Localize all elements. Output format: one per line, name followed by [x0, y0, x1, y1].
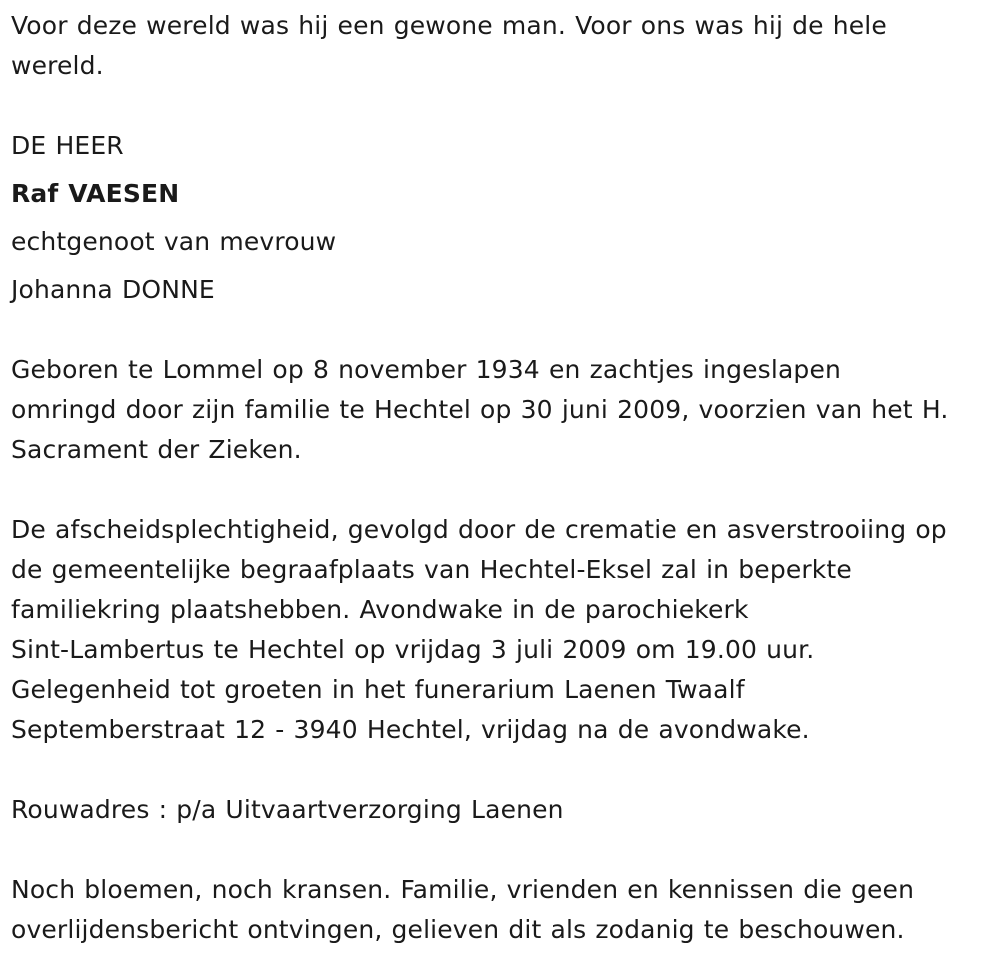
closing-line: Noch bloemen, noch kransen. Familie, vrienden en kennissen die geen: [11, 875, 915, 904]
birth-line: Geboren te Lommel op 8 november 1934 en zachtjes ingeslapen: [11, 355, 841, 384]
spouse-name: Johanna DONNE: [11, 275, 215, 304]
birth-line: omringd door zijn familie te Hechtel op 30 juni 2009, voorzien van het H.: [11, 395, 949, 424]
quote-line: wereld.: [11, 51, 104, 80]
spouse-intro: echtgenoot van mevrouw: [11, 227, 337, 256]
mourning-address: Rouwadres : p/a Uitvaartverzorging Laenen: [11, 795, 564, 824]
closing-paragraph: [11, 870, 914, 950]
closing-line: overlijdensbericht ontvingen, gelieven dit als zodanig te beschouwen.: [11, 915, 905, 944]
ceremony-line: Septemberstraat 12 - 3940 Hechtel, vrijdag na de avondwake.: [11, 715, 810, 744]
ceremony-line: De afscheidsplechtigheid, gevolgd door de crematie en asverstrooiing op: [11, 515, 947, 544]
ceremony-line: Sint-Lambertus te Hechtel op vrijdag 3 juli 2009 om 19.00 uur.: [11, 635, 815, 664]
opening-quote: [11, 6, 887, 86]
ceremony-paragraph: [11, 510, 947, 750]
birth-death-paragraph: [11, 350, 948, 470]
quote-line: Voor deze wereld was hij een gewone man. Voor ons was hij de hele: [11, 11, 887, 40]
birth-line: Sacrament der Zieken.: [11, 435, 302, 464]
ceremony-line: de gemeentelijke begraafplaats van Hechtel-Eksel zal in beperkte: [11, 555, 852, 584]
ceremony-line: familiekring plaatshebben. Avondwake in de parochiekerk: [11, 595, 749, 624]
ceremony-line: Gelegenheid tot groeten in het funerarium Laenen Twaalf: [11, 675, 745, 704]
honorific-title: DE HEER: [11, 131, 124, 160]
deceased-name: Raf VAESEN: [11, 179, 180, 208]
